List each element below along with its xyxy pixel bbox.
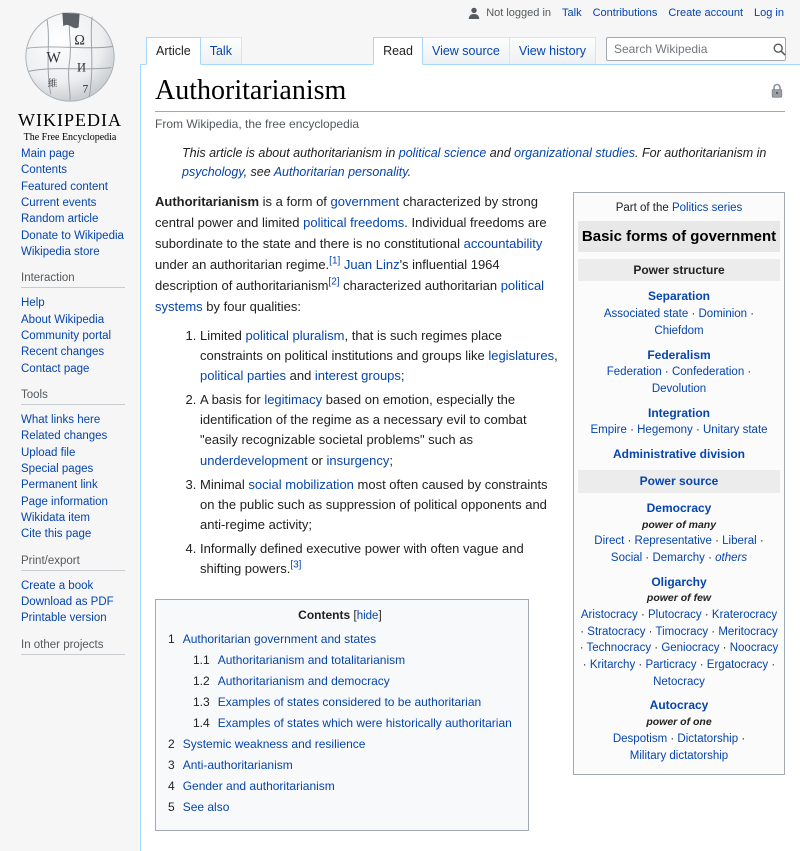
article-content [140, 65, 800, 851]
personal-link-talk[interactable]: Talk [562, 7, 582, 19]
toc-link[interactable]: Authoritarianism and democracy [217, 674, 390, 689]
page-tabs [146, 37, 242, 64]
sidebar-link[interactable]: Cite this page [21, 528, 92, 541]
infobox-link[interactable]: Confederation [671, 366, 745, 379]
hatnote: This article is about authoritarianism in political science and organizational studies. For authoritarianism in psychology, see Authoritarian personality. [182, 146, 767, 179]
article-link[interactable]: legitimacy [264, 392, 323, 408]
infobox-link[interactable]: Despotism [612, 732, 668, 745]
portal-heading-other-projects: In other projects [21, 639, 125, 655]
infobox-header-power-structure: Power structure [578, 259, 780, 282]
logo-tagline: The Free Encyclopedia [23, 132, 117, 143]
infobox-link[interactable]: Chiefdom [654, 324, 704, 337]
toc-row [168, 650, 512, 671]
infobox-group-separation [578, 288, 780, 339]
infobox-group-democracy [578, 500, 780, 567]
toc-title: Contents [298, 608, 351, 623]
tab-view-history-label: View history [518, 44, 586, 58]
series-note: Part of the Politics series [615, 201, 743, 214]
sidebar-interaction [0, 272, 140, 377]
infobox-group-heading[interactable]: Separation [647, 289, 710, 304]
sidebar-link[interactable]: Community portal [21, 329, 112, 342]
reference-link[interactable]: [2] [328, 276, 340, 288]
toc-row [168, 734, 512, 755]
sidebar-other-projects [0, 639, 140, 655]
tab-view-source-label: View source [431, 44, 500, 58]
sidebar-link[interactable]: Wikipedia store [21, 245, 100, 258]
infobox-group-subtitle: power of many [641, 518, 717, 531]
sidebar-tools [0, 389, 140, 543]
personal-link-create-account[interactable]: Create account [668, 7, 744, 19]
article-link[interactable]: political freedoms [303, 214, 405, 230]
sidebar-link[interactable]: Special pages [21, 462, 94, 475]
sidebar-link[interactable]: Featured content [21, 180, 108, 193]
toc-bracket: [ [353, 610, 357, 623]
personal-link-log-in[interactable]: Log in [754, 7, 784, 19]
sidebar-link[interactable]: Download as PDF [21, 595, 114, 608]
sidebar-link[interactable]: Permanent link [21, 479, 98, 492]
toc-link[interactable]: Authoritarian government and states [182, 632, 377, 647]
sidebar-link[interactable]: Printable version [21, 612, 107, 625]
infobox-group-subtitle: power of one [646, 716, 712, 729]
infobox-title: Basic forms of government [578, 221, 780, 252]
article-link[interactable]: political pluralism [245, 327, 345, 343]
qualities-list-item: 1. Limited political pluralism, that is such regimes place constraints on political institutions and groups like legislatures, political parties and interest groups; [200, 326, 785, 386]
sidebar-link[interactable]: Donate to Wikipedia [21, 229, 124, 242]
toc-number: 1.4 [193, 716, 210, 731]
personal-bar [468, 7, 784, 19]
infobox-link[interactable]: Liberal [722, 535, 757, 548]
lead-paragraph: Authoritarianism is a form of government characterized by strong central power and limited political freedoms. Individual freedoms are subordinate to the state and there is no constitutional accountability under an authoritarian regime.[1] Juan Linz's influential 1964 description of authoritarianism[2] characterized authoritarian political systems by four qualities: [155, 193, 547, 314]
hatnote-link[interactable]: Authoritarian personality [273, 164, 408, 179]
qualities-list-item: 2. A basis for legitimacy based on emotion, especially the identification of the regime as a necessary evil to combat "easily recognizable societal problems" such as underdevelopment or insurgency; [200, 390, 785, 471]
site-subtitle: From Wikipedia, the free encyclopedia [155, 117, 360, 131]
infobox-link[interactable]: Demarchy [652, 551, 705, 564]
toc-number: 1.2 [193, 674, 210, 689]
toc-link[interactable]: Systemic weakness and resilience [182, 737, 366, 752]
toc-hide-toggle[interactable] [354, 610, 382, 622]
qualities-list-item: 3. Minimal social mobilization most often caused by constraints on the public such as suppression of political opponents and anti-regime activity; [200, 475, 785, 535]
toc-row [168, 713, 512, 734]
infobox-link[interactable]: Empire [590, 424, 627, 437]
toc-row [168, 755, 512, 776]
infobox-group-administrative-division [578, 446, 780, 463]
svg-text:7: 7 [82, 83, 89, 96]
toc-row [168, 692, 512, 713]
infobox-header-power-source [578, 470, 780, 493]
sidebar-link[interactable]: Upload file [21, 446, 76, 459]
article-link[interactable]: insurgency [326, 452, 390, 468]
tools-links [21, 412, 140, 543]
infobox-group-heading[interactable]: Oligarchy [651, 574, 707, 589]
print-export-links [21, 578, 140, 627]
toc-link[interactable]: Authoritarianism and totalitarianism [217, 653, 406, 668]
sidebar-navigation [0, 146, 140, 260]
tab-view-history[interactable] [509, 37, 596, 64]
toc-header [168, 608, 512, 622]
infobox-link[interactable]: Devolution [651, 383, 707, 395]
tab-article-label: Article [156, 44, 191, 58]
tab-bar [140, 37, 800, 65]
sidebar-link[interactable]: Recent changes [21, 346, 105, 359]
toc-number: 4 [168, 779, 175, 794]
infobox-link[interactable]: Timocracy [655, 625, 709, 638]
article-link[interactable]: political systems [155, 277, 545, 314]
infobox-link[interactable]: Dominion [698, 308, 748, 321]
svg-text:W: W [46, 49, 61, 67]
tab-read[interactable] [373, 37, 423, 65]
toc-number: 1.3 [193, 695, 210, 710]
toc-link[interactable]: See also [182, 800, 230, 815]
infobox-link[interactable]: Federation [606, 366, 662, 379]
svg-text:Ω: Ω [74, 32, 85, 49]
reference-link[interactable]: [1] [329, 255, 341, 267]
tab-article[interactable] [146, 37, 201, 65]
infobox-group-heading[interactable]: Administrative division [612, 447, 746, 462]
toc-row [168, 797, 512, 818]
search-icon[interactable] [773, 43, 792, 56]
infobox-link-list: Associated state · Dominion · Chiefdom [603, 308, 755, 337]
logo-wordmark: WIKIPEDIA [18, 110, 122, 130]
infobox-link[interactable]: Hegemony [637, 424, 693, 437]
toc-row [168, 629, 512, 650]
personal-link-contributions[interactable]: Contributions [592, 7, 658, 19]
sidebar-link[interactable]: Wikidata item [21, 511, 91, 524]
infobox-group-heading[interactable]: Federalism [647, 347, 711, 362]
toc-row [168, 776, 512, 797]
hatnote-link[interactable]: organizational studies [514, 146, 636, 160]
infobox-group-oligarchy [578, 574, 780, 691]
sidebar-link[interactable]: What links here [21, 413, 101, 426]
portal-heading-interaction: Interaction [21, 272, 125, 288]
infobox-link[interactable]: Plutocracy [648, 609, 702, 622]
infobox-group-subtitle: power of few [646, 592, 712, 605]
navigation-links [21, 146, 140, 260]
page-title: Authoritarianism [155, 75, 785, 112]
infobox-link-list: Empire · Hegemony · Unitary state [590, 424, 768, 437]
infobox-link-list: Federation · Confederation · Devolution [606, 366, 752, 395]
infobox-link[interactable]: Geniocracy [661, 642, 720, 655]
toc-hide-link[interactable]: hide [356, 610, 379, 623]
infobox-group-federalism [578, 347, 780, 398]
toc-bracket: ] [378, 610, 382, 623]
infobox-link[interactable]: Noocracy [729, 642, 779, 655]
infobox-link[interactable]: Representative [634, 535, 712, 548]
article-link[interactable]: underdevelopment [200, 452, 308, 468]
infobox-link[interactable]: Social [610, 551, 643, 564]
sidebar-link[interactable]: Main page [21, 148, 75, 160]
infobox-link[interactable]: Military dictatorship [629, 749, 729, 762]
infobox-link-list: Direct · Representative · Liberal · Social · Demarchy · others [594, 535, 764, 564]
portal-heading-tools: Tools [21, 389, 125, 405]
infobox-link[interactable]: Politics series [671, 201, 743, 214]
infobox-link[interactable]: others [715, 551, 748, 564]
infobox-link[interactable]: Kraterocracy [711, 609, 778, 622]
toc-number: 5 [168, 800, 175, 815]
article-link[interactable]: Juan Linz [343, 256, 400, 272]
user-icon [468, 7, 480, 19]
sidebar-link[interactable]: Random article [21, 213, 99, 226]
infobox-link[interactable]: Associated state [603, 308, 689, 321]
infobox-group-integration [578, 405, 780, 439]
sidebar-link[interactable]: Current events [21, 196, 97, 209]
tab-talk[interactable] [200, 37, 242, 64]
view-tabs [373, 37, 800, 64]
infobox-link[interactable]: Netocracy [653, 675, 705, 688]
search-input[interactable] [607, 42, 773, 56]
article-link[interactable]: government [330, 193, 400, 209]
infobox-group-heading[interactable]: Integration [648, 405, 710, 420]
politics-series-infobox [573, 192, 785, 776]
infobox-link-list: Aristocracy · Plutocracy · Kraterocracy · Stratocracy · Timocracy · Meritocracy · Technocracy · Geniocracy · Noocracy · Kritarchy · Particracy · Ergatocracy · Netocracy [579, 609, 779, 688]
toc-row [168, 671, 512, 692]
search-box [606, 37, 786, 61]
page-protection-lock-icon[interactable] [771, 83, 783, 103]
sidebar-link[interactable]: Create a book [21, 579, 94, 592]
tab-read-label: Read [383, 44, 413, 58]
tab-talk-label: Talk [209, 44, 232, 58]
sidebar-print-export [0, 555, 140, 627]
infobox-group-heading[interactable]: Autocracy [649, 698, 709, 713]
infobox-link[interactable]: Particracy [645, 659, 697, 672]
not-logged-in-label: Not logged in [486, 7, 552, 19]
infobox-group-autocracy [578, 697, 780, 764]
sidebar-link[interactable]: About Wikipedia [21, 313, 105, 326]
qualities-list-item: 4. Informally defined executive power with often vague and shifting powers.[3] [200, 539, 785, 579]
bold-term: Authoritarianism [155, 193, 260, 209]
infobox-link[interactable]: Dictatorship [677, 732, 739, 745]
toc-number: 1 [168, 632, 175, 647]
sidebar-link[interactable]: Contact page [21, 362, 90, 375]
sidebar-link[interactable]: Contents [21, 164, 68, 177]
sidebar [0, 146, 140, 666]
hatnote-link[interactable]: political science [398, 146, 487, 160]
power-source-link[interactable]: Power source [639, 473, 719, 488]
wikipedia-globe-icon [22, 8, 118, 104]
svg-text:И: И [77, 60, 87, 75]
toc-number: 1.1 [193, 653, 210, 668]
sidebar-link[interactable]: Page information [21, 495, 108, 508]
toc-link[interactable]: Examples of states which were historically authoritarian [217, 716, 512, 731]
toc-link[interactable]: Gender and authoritarianism [182, 779, 335, 794]
infobox-link[interactable]: Technocracy [586, 642, 652, 655]
interaction-links [21, 295, 140, 377]
toc-link[interactable]: Anti-authoritarianism [182, 758, 293, 773]
article-link[interactable]: accountability [463, 235, 543, 251]
infobox-link-list: Despotism · Dictatorship · Military dictatorship [612, 732, 746, 762]
reference [290, 560, 301, 571]
wikipedia-logo[interactable] [0, 8, 140, 143]
reference [328, 276, 339, 287]
toc-number: 3 [168, 758, 175, 773]
article-link[interactable]: political parties [200, 368, 286, 384]
infobox-link[interactable]: Stratocracy [587, 625, 646, 638]
infobox-link[interactable]: Direct [594, 535, 625, 548]
table-of-contents [155, 599, 529, 831]
sidebar-link[interactable]: Help [21, 297, 45, 310]
reference-link[interactable]: [3] [290, 560, 302, 571]
article-link[interactable]: interest groups [314, 368, 401, 384]
sidebar-link[interactable]: Related changes [21, 430, 108, 443]
infobox-link[interactable]: Aristocracy [580, 609, 638, 622]
infobox-link[interactable]: Ergatocracy [706, 659, 769, 672]
hatnote-link[interactable]: psychology [182, 164, 244, 179]
infobox-link[interactable]: Unitary state [702, 424, 768, 437]
infobox-link[interactable]: Meritocracy [718, 625, 778, 638]
reference [329, 255, 340, 266]
svg-text:維: 維 [47, 78, 58, 90]
toc-number: 2 [168, 737, 175, 752]
infobox-group-heading[interactable]: Democracy [646, 500, 712, 515]
tab-view-source[interactable] [422, 37, 510, 64]
toc-link[interactable]: Examples of states considered to be authoritarian [217, 695, 482, 710]
infobox-link[interactable]: Kritarchy [589, 659, 636, 672]
article-link[interactable]: social mobilization [248, 476, 354, 492]
portal-heading-print-export: Print/export [21, 555, 125, 571]
article-link[interactable]: legislatures [488, 347, 555, 363]
